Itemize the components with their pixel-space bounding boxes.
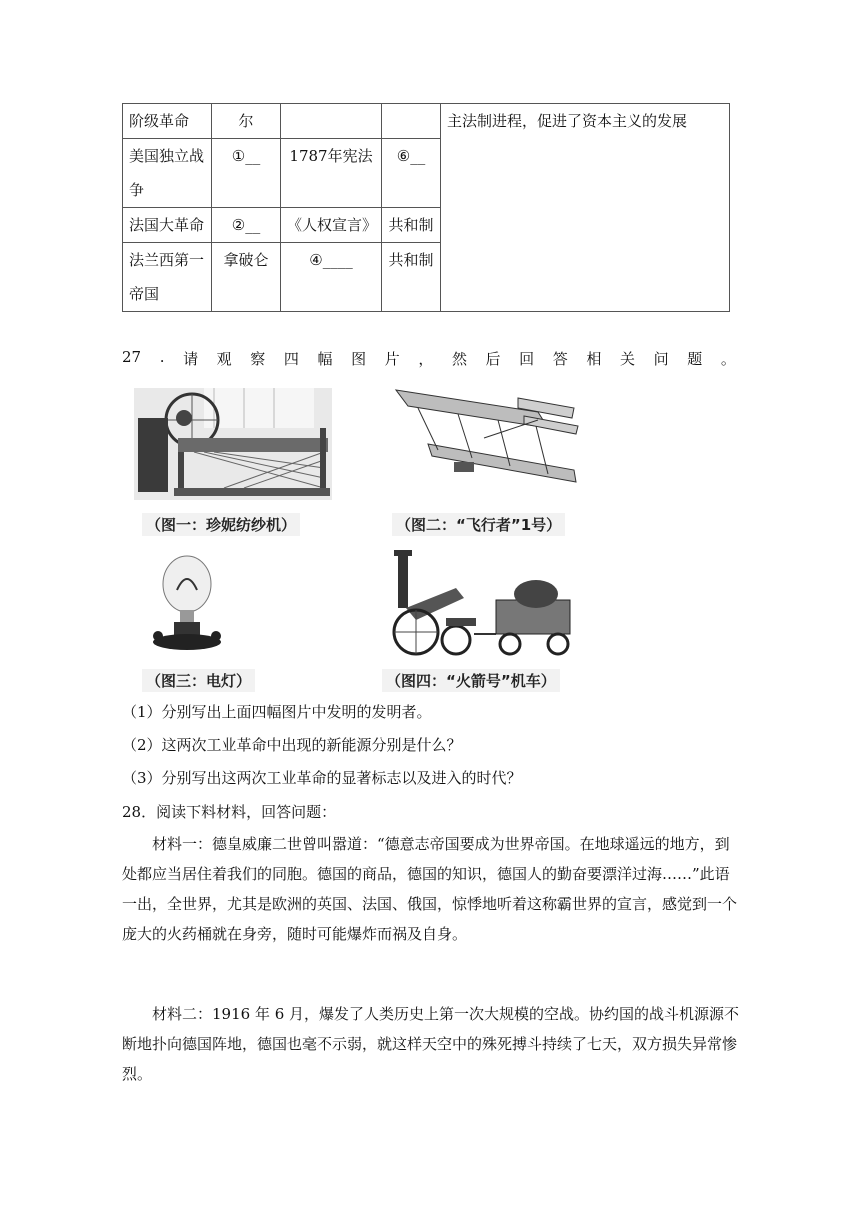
q27-char: 关: [619, 350, 635, 368]
material-2-paragraph: 材料二：1916 年 6 月，爆发了人类历史上第一次大规模的空战。协约国的战斗机源源不断地扑向德国阵地，德国也毫不示弱，就这样天空中的殊死搏斗持续了七天，双方损失异常惨烈。: [122, 1005, 740, 1083]
material-1-paragraph: 材料一：德皇威廉二世曾叫嚣道：“德意志帝国要成为世界帝国。在地球遥远的地方，到处都应当居住着我们的同胞。德国的商品，德国的知识，德国人的勤奋要漂洋过海……”此语一出，全世界，尤其是欧洲的英国、法国、俄国，惊悸地听着这称霸世界的宣言，感觉到一个庞大的火药桶就在身旁，随时可能爆炸而祸及自身。: [122, 835, 738, 943]
table-cell: 拿破仑: [212, 243, 281, 312]
table-cell: ①__: [212, 139, 281, 208]
q27-char: 观: [216, 350, 232, 368]
q27-char: 四: [283, 350, 299, 368]
q27-char: 幅: [317, 350, 333, 368]
table-cell: 阶级革命: [123, 104, 212, 139]
table-cell: 《人权宣言》: [281, 208, 382, 243]
wright-flyer-image: [388, 378, 584, 500]
table-cell-significance: 主法制进程，促进了资本主义的发展: [441, 104, 730, 312]
table-cell: 法国大革命: [123, 208, 212, 243]
table-row: [123, 104, 730, 139]
spinning-jenny-image: [134, 388, 332, 500]
question-27-3: （3）分别写出这两次工业革命的显著标志以及进入的时代？: [122, 769, 522, 787]
light-bulb-image: [144, 550, 230, 660]
q27-char: 回: [519, 350, 535, 368]
q27-char: 请: [183, 350, 199, 368]
q27-char: 。: [720, 350, 736, 368]
q27-char: 图: [351, 350, 367, 368]
table-cell: 共和制: [382, 243, 441, 312]
question-27-1: （1）分别写出上面四幅图片中发明的发明者。: [122, 703, 432, 721]
question-28-title: 28．阅读下料材料，回答问题：: [122, 803, 337, 821]
figure-caption: （图四：“火箭号”机车）: [382, 669, 560, 692]
q27-char: ，: [418, 350, 434, 368]
q27-char: 察: [250, 350, 266, 368]
q27-char: 片: [384, 350, 400, 368]
q27-char: 答: [552, 350, 568, 368]
table-cell: 法兰西第一帝国: [123, 243, 212, 312]
q27-char: 问: [653, 350, 669, 368]
table-cell: 尔: [212, 104, 281, 139]
table-cell: 1787年宪法: [281, 139, 382, 208]
q27-char: 相: [586, 350, 602, 368]
history-table: [122, 103, 730, 312]
table-cell: ⑥__: [382, 139, 441, 208]
table-cell: ②__: [212, 208, 281, 243]
table-cell: 美国独立战争: [123, 139, 212, 208]
figure-caption: （图三：电灯）: [142, 669, 255, 692]
table-cell: [382, 104, 441, 139]
q27-char: 然: [451, 350, 467, 368]
table-cell: 共和制: [382, 208, 441, 243]
q27-char: 27: [122, 348, 142, 366]
question-27-title: [122, 348, 736, 369]
figure-caption: （图一：珍妮纺纱机）: [142, 513, 300, 536]
figure-caption: （图二：“飞行者”1号）: [392, 513, 565, 536]
rocket-locomotive-image: [386, 548, 582, 664]
q27-char: 题: [687, 350, 703, 368]
question-27-2: （2）这两次工业革命中出现的新能源分别是什么？: [122, 736, 462, 754]
q27-char: .: [159, 348, 165, 366]
table-cell: [281, 104, 382, 139]
q27-char: 后: [485, 350, 501, 368]
table-cell: ④____: [281, 243, 382, 312]
